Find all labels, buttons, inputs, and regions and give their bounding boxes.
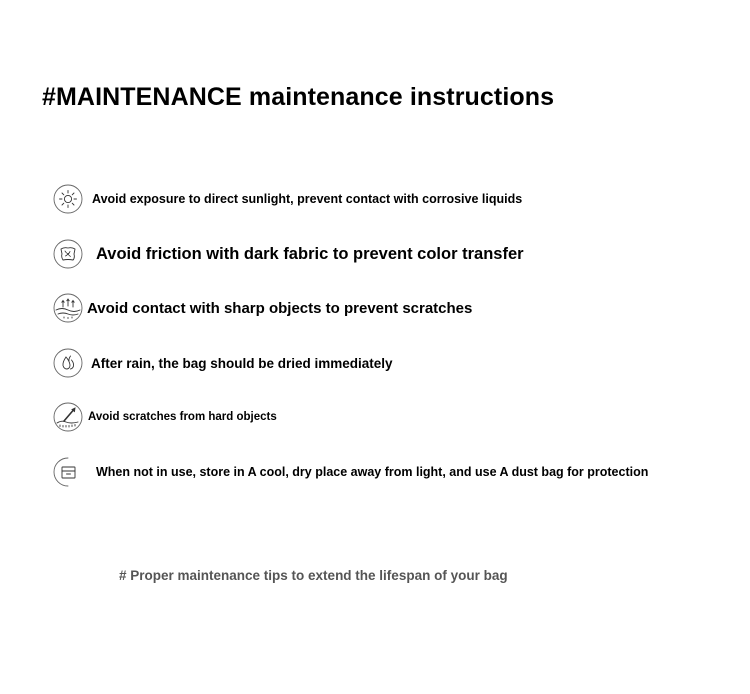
storage-box-icon — [53, 457, 83, 487]
instruction-text: Avoid scratches from hard objects — [88, 411, 277, 423]
fabric-icon — [53, 239, 83, 269]
water-drop-icon — [53, 348, 83, 378]
instruction-text: Avoid friction with dark fabric to prevent color transfer — [96, 244, 524, 263]
instruction-item — [53, 292, 472, 324]
instruction-text: Avoid contact with sharp objects to prevent scratches — [87, 299, 473, 317]
scratch-tool-icon — [53, 402, 83, 432]
instruction-text: When not in use, store in A cool, dry place away from light, and use A dust bag for protection — [96, 465, 649, 479]
instruction-item — [53, 183, 522, 215]
page-title: #MAINTENANCE maintenance instructions — [42, 83, 555, 111]
instruction-text: Avoid exposure to direct sunlight, prevent contact with corrosive liquids — [92, 192, 523, 206]
instruction-item — [53, 401, 277, 433]
instruction-item — [53, 238, 524, 270]
instruction-item — [53, 347, 393, 379]
footer-tip: # Proper maintenance tips to extend the lifespan of your bag — [119, 568, 508, 583]
instruction-text: After rain, the bag should be dried immediately — [91, 355, 393, 371]
instruction-item — [53, 456, 648, 488]
sharp-objects-icon — [53, 293, 83, 323]
sun-icon — [53, 184, 83, 214]
